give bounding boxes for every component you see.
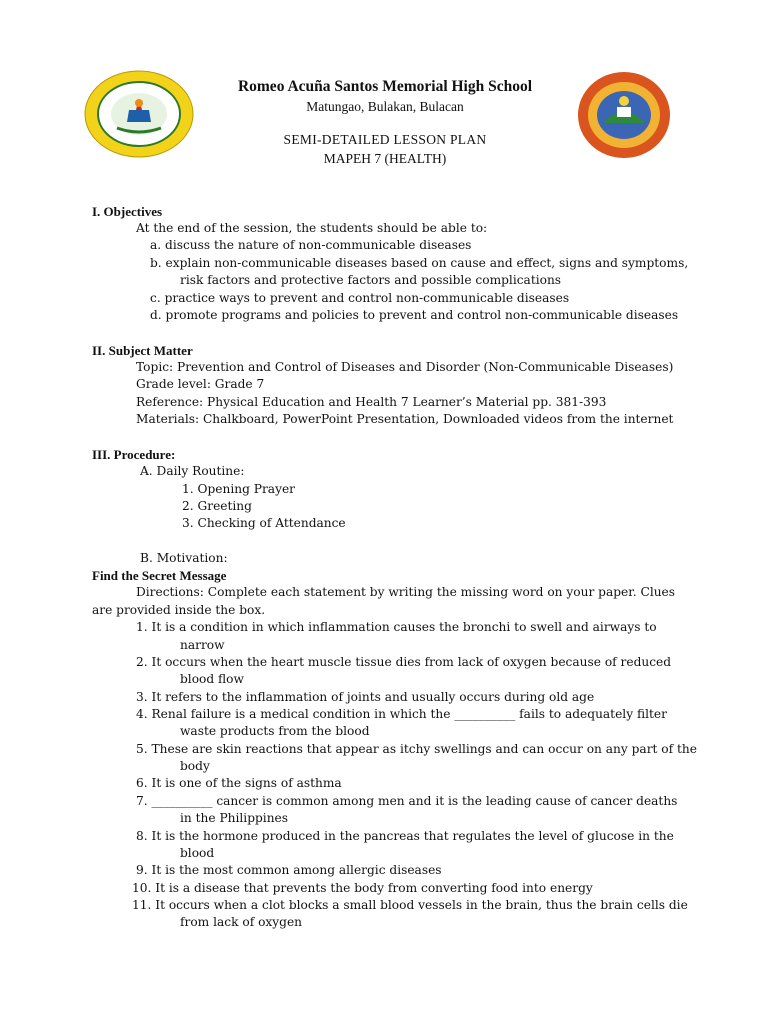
directions-text-continued: are provided inside the box.: [92, 603, 266, 617]
clue-item: 9. It is the most common among allergic diseases: [136, 863, 442, 877]
subject-matter-line: Topic: Prevention and Control of Diseases and Disorder (Non-Communicable Diseases): [136, 360, 674, 374]
clue-item-continued: blood: [180, 846, 215, 860]
clue-item: 7. __________ cancer is common among men and it is the leading cause of cancer deaths: [136, 794, 678, 808]
procedure-heading: III. Procedure:: [92, 447, 176, 462]
objectives-heading: I. Objectives: [92, 204, 163, 219]
routine-item: 2. Greeting: [182, 499, 252, 513]
directions-text: Directions: Complete each statement by writing the missing word on your paper. Clues: [136, 585, 676, 599]
objective-item-continued: risk factors and protective factors and possible complications: [180, 273, 562, 287]
objective-item: d. promote programs and policies to prevent and control non-communicable diseases: [150, 308, 679, 322]
subject-matter-line: Grade level: Grade 7: [136, 377, 265, 391]
objective-item: c. practice ways to prevent and control non-communicable diseases: [150, 291, 570, 305]
clue-item-continued: body: [180, 759, 210, 773]
clue-item-continued: blood flow: [180, 672, 244, 686]
document-type: SEMI-DETAILED LESSON PLAN: [283, 132, 487, 147]
subject-title: MAPEH 7 (HEALTH): [323, 151, 447, 166]
clue-item-continued: from lack of oxygen: [180, 915, 303, 929]
routine-item: 3. Checking of Attendance: [182, 516, 346, 530]
objective-item: a. discuss the nature of non-communicable diseases: [150, 238, 472, 252]
clue-item: 2. It occurs when the heart muscle tissue dies from lack of oxygen because of reduced: [136, 655, 672, 669]
daily-routine-label: A. Daily Routine:: [140, 464, 245, 478]
clue-item-continued: in the Philippines: [180, 811, 289, 825]
clue-item: 8. It is the hormone produced in the pancreas that regulates the level of glucose in the: [136, 829, 674, 843]
clue-item: 10. It is a disease that prevents the body from converting food into energy: [132, 881, 593, 895]
activity-title: Find the Secret Message: [92, 568, 227, 583]
school-address: Matungao, Bulakan, Bulacan: [306, 99, 464, 114]
clue-item: 11. It occurs when a clot blocks a small blood vessels in the brain, thus the brain cells die: [132, 898, 688, 912]
clue-item: 4. Renal failure is a medical condition in which the __________ fails to adequately filter: [136, 707, 667, 721]
objectives-intro: At the end of the session, the students should be able to:: [136, 221, 488, 235]
objective-item: b. explain non-communicable diseases based on cause and effect, signs and symptoms,: [150, 256, 689, 270]
clue-item-continued: waste products from the blood: [180, 724, 370, 738]
clue-item: 1. It is a condition in which inflammation causes the bronchi to swell and airways to: [136, 620, 657, 634]
routine-item: 1. Opening Prayer: [182, 482, 295, 496]
clue-item-continued: narrow: [180, 638, 225, 652]
subject-matter-heading: II. Subject Matter: [92, 343, 193, 358]
subject-matter-line: Materials: Chalkboard, PowerPoint Presentation, Downloaded videos from the internet: [136, 412, 674, 426]
clue-item: 6. It is one of the signs of asthma: [136, 776, 342, 790]
motivation-label: B. Motivation:: [140, 551, 228, 565]
school-name: Romeo Acuña Santos Memorial High School: [237, 78, 533, 95]
clue-item: 3. It refers to the inflammation of joints and usually occurs during old age: [136, 690, 595, 704]
subject-matter-line: Reference: Physical Education and Health 7 Learner’s Material pp. 381-393: [136, 395, 607, 409]
clue-item: 5. These are skin reactions that appear as itchy swellings and can occur on any part of the: [136, 742, 697, 756]
